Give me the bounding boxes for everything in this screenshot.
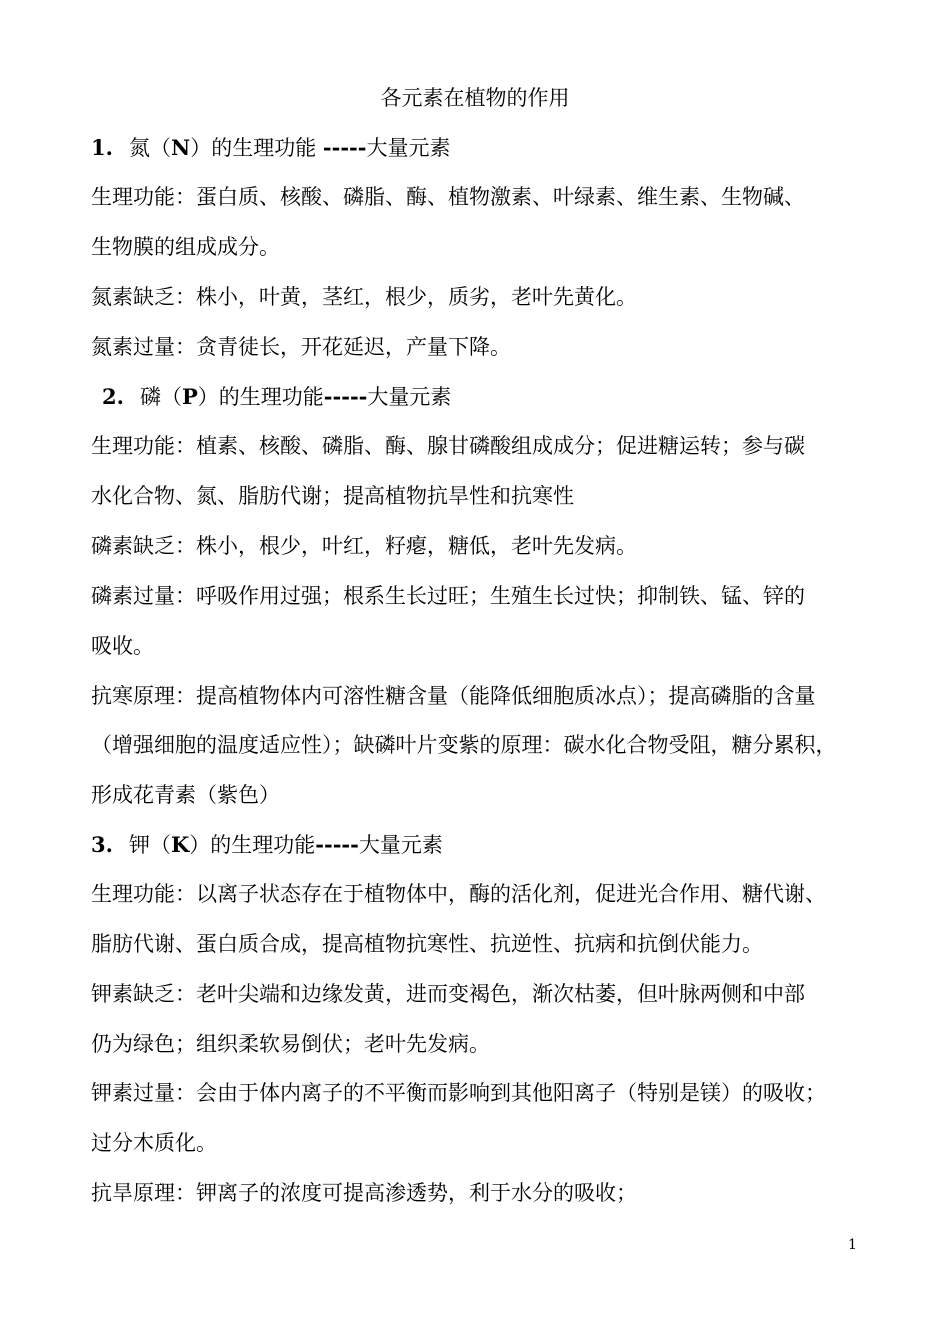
- heading-text: ）的生理功能: [197, 385, 324, 409]
- paragraph-line: 磷素缺乏：株小，根少，叶红，籽瘪，糖低，老叶先发病。: [91, 534, 637, 558]
- heading-text: ）的生理功能: [189, 833, 316, 857]
- heading-category: 大量元素: [358, 833, 443, 857]
- heading-text: 磷（: [140, 385, 182, 409]
- page-number: 1: [848, 1237, 857, 1253]
- paragraph-line: 钾素过量：会由于体内离子的不平衡而影响到其他阳离子（特别是镁）的吸收；: [91, 1081, 826, 1105]
- section-heading-phosphorus: [102, 383, 882, 411]
- heading-dashes: -----: [323, 384, 368, 409]
- paragraph-line: 生理功能：蛋白质、核酸、磷脂、酶、植物激素、叶绿素、维生素、生物碱、: [91, 185, 805, 209]
- paragraph-line: 生理功能：植素、核酸、磷脂、酶、腺甘磷酸组成成分；促进糖运转；参与碳: [91, 434, 805, 458]
- heading-dashes: -----: [315, 832, 359, 857]
- paragraph-line: 生物膜的组成成分。: [91, 235, 280, 259]
- paragraph-line: 氮素过量：贪青徒长，开花延迟，产量下降。: [91, 335, 511, 359]
- section-number: 1.: [91, 135, 113, 160]
- paragraph-line: 生理功能：以离子状态存在于植物体中，酶的活化剂，促进光合作用、糖代谢、: [91, 882, 826, 906]
- section-heading-nitrogen: [91, 134, 871, 162]
- heading-text: 氮（: [129, 136, 171, 160]
- section-number: 2.: [102, 384, 124, 409]
- paragraph-line: 钾素缺乏：老叶尖端和边缘发黄，进而变褐色，渐次枯萎，但叶脉两侧和中部: [91, 982, 805, 1006]
- paragraph-line: 过分木质化。: [91, 1131, 217, 1155]
- paragraph-line: 抗旱原理：钾离子的浓度可提高渗透势，利于水分的吸收；: [91, 1181, 637, 1205]
- paragraph-line: 水化合物、氮、脂肪代谢；提高植物抗旱性和抗寒性: [91, 484, 574, 508]
- paragraph-line: 氮素缺乏：株小，叶黄，茎红，根少，质劣，老叶先黄化。: [91, 285, 637, 309]
- paragraph-line: 仍为绿色；组织柔软易倒伏；老叶先发病。: [91, 1032, 490, 1056]
- element-symbol: P: [182, 384, 198, 409]
- heading-category: 大量元素: [366, 136, 451, 160]
- heading-text: ）的生理功能: [190, 136, 323, 160]
- document-title: 各元素在植物的作用: [380, 86, 570, 110]
- paragraph-line: 抗寒原理：提高植物体内可溶性糖含量（能降低细胞质冰点）；提高磷脂的含量: [91, 684, 816, 708]
- paragraph-line: 吸收。: [91, 634, 154, 658]
- heading-category: 大量元素: [367, 385, 452, 409]
- heading-text: 钾（: [129, 833, 171, 857]
- paragraph-line: 形成花青素（紫色）: [91, 783, 280, 807]
- section-number: 3.: [91, 832, 113, 857]
- heading-dashes: -----: [322, 135, 367, 160]
- paragraph-line: （增强细胞的温度适应性）；缺磷叶片变紫的原理：碳水化合物受阻，糖分累积，: [91, 733, 837, 757]
- paragraph-line: 磷素过量：呼吸作用过强；根系生长过旺；生殖生长过快；抑制铁、锰、锌的: [91, 584, 805, 608]
- element-symbol: K: [171, 832, 190, 857]
- element-symbol: N: [171, 135, 191, 160]
- section-heading-potassium: [91, 831, 871, 859]
- paragraph-line: 脂肪代谢、蛋白质合成，提高植物抗寒性、抗逆性、抗病和抗倒伏能力。: [91, 932, 763, 956]
